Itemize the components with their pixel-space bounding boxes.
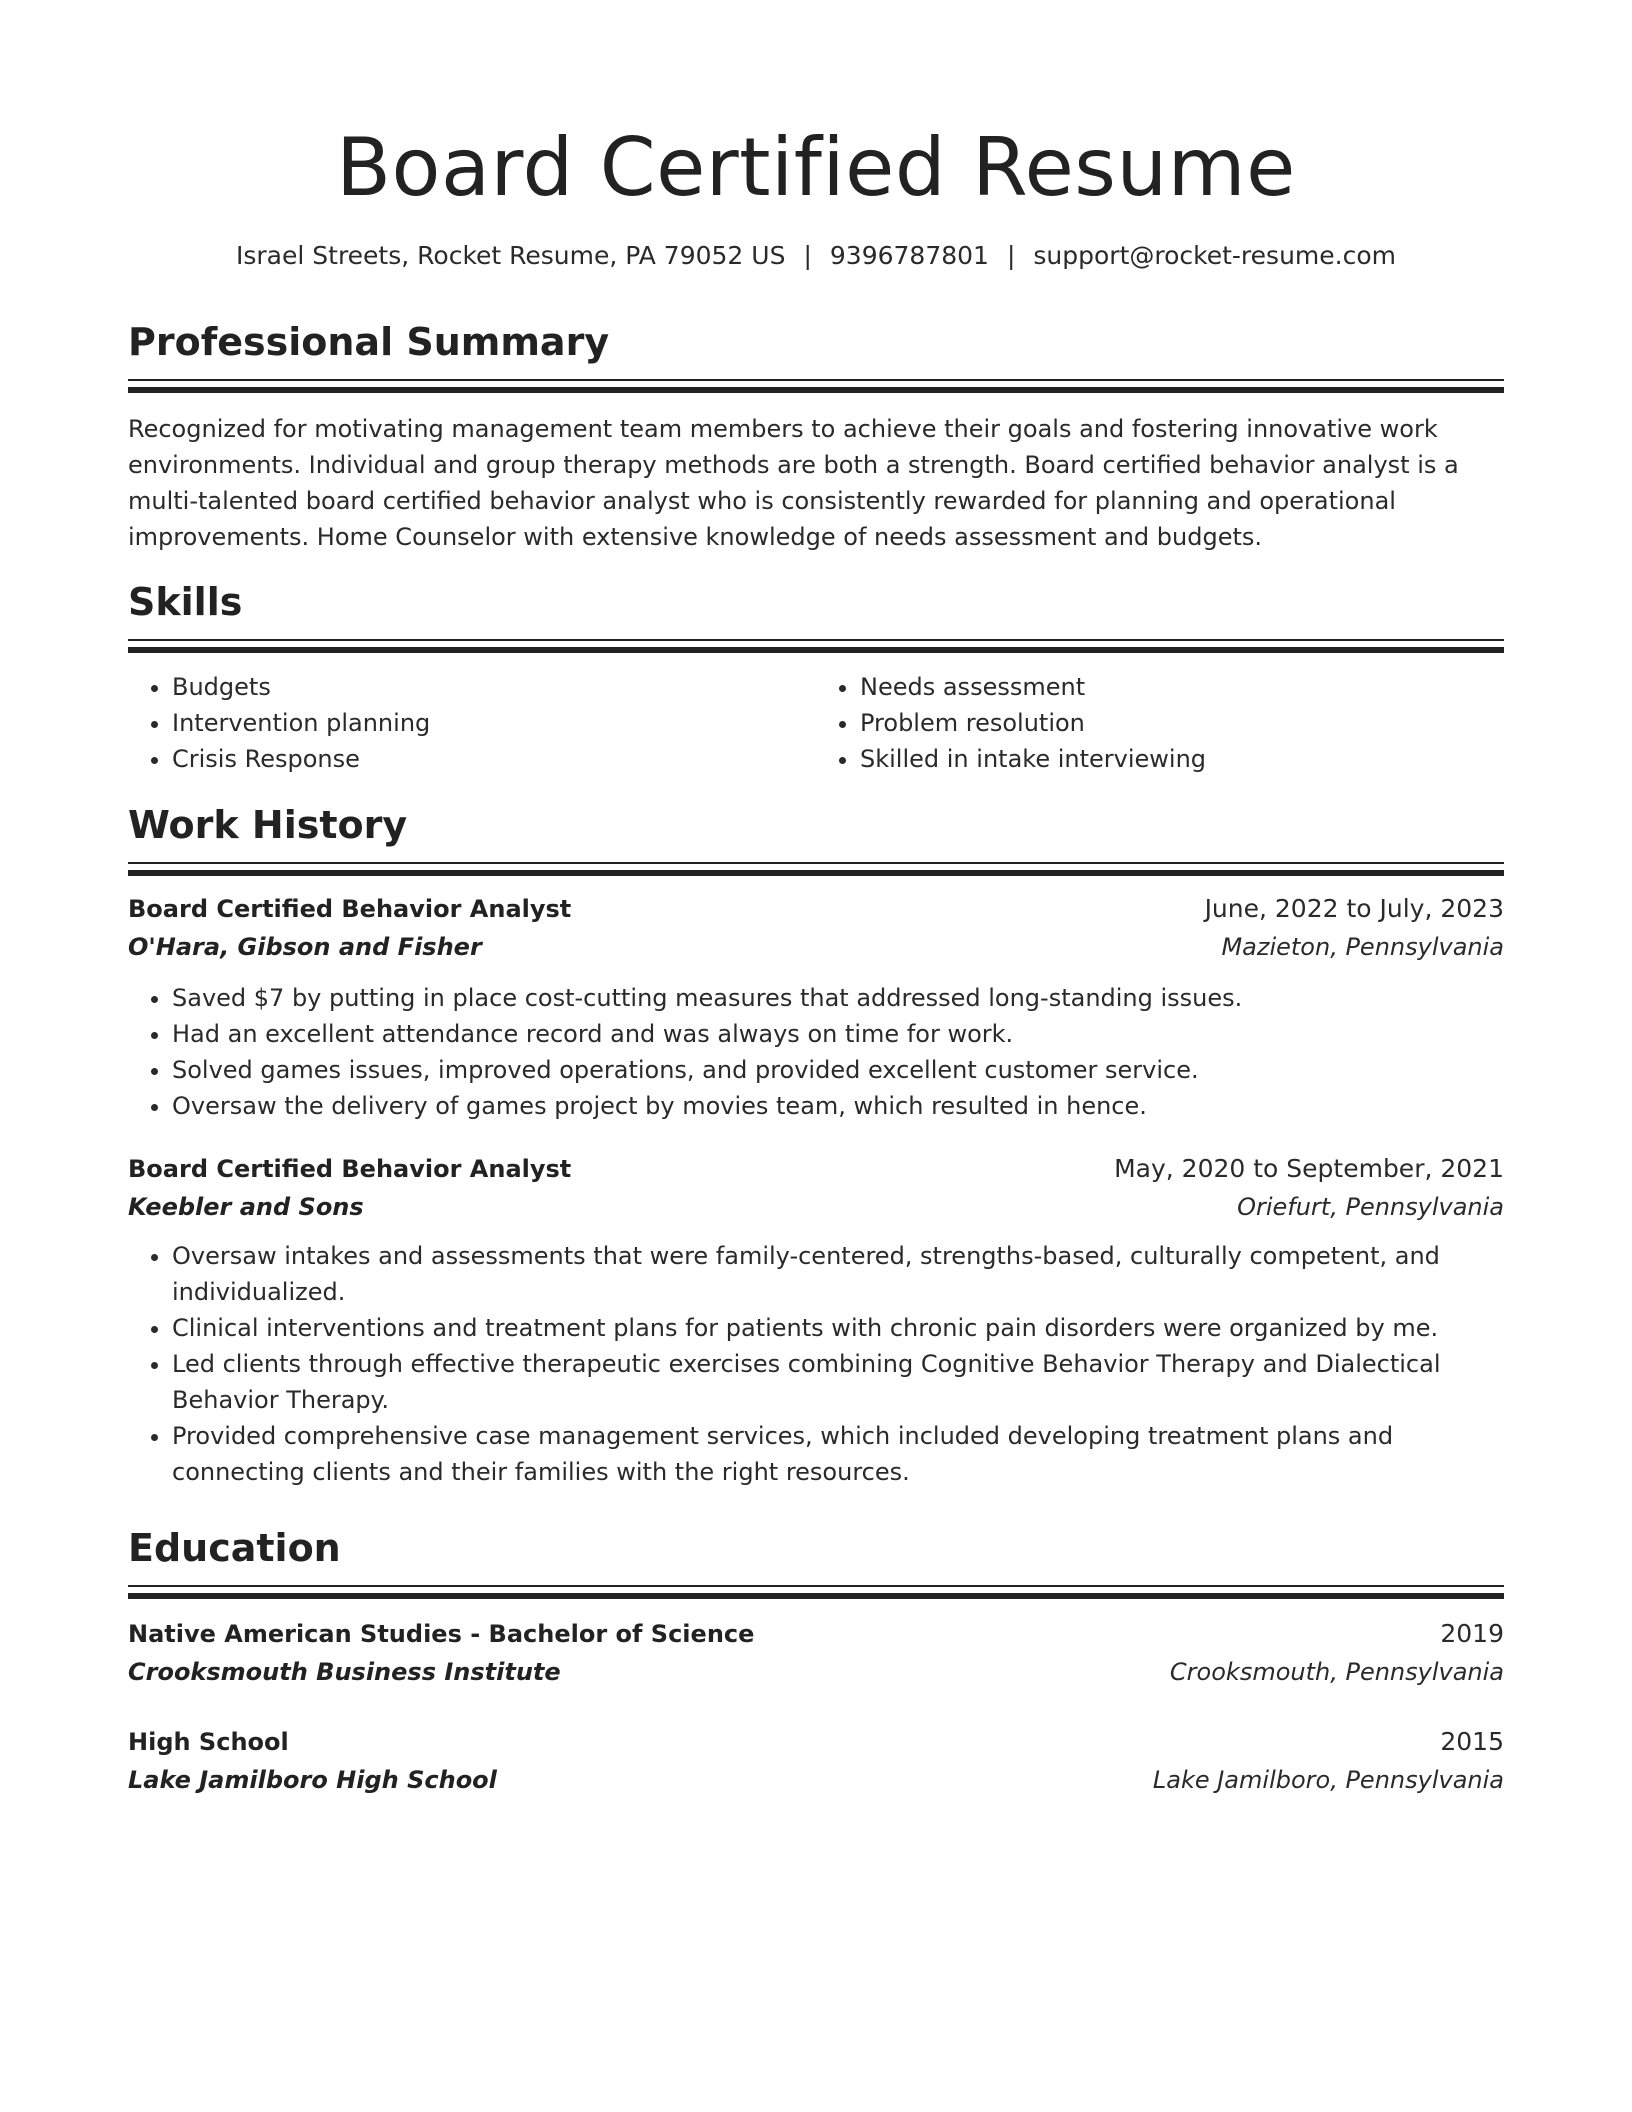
- education-school: Lake Jamilboro High School: [128, 1766, 497, 1794]
- summary-text: Recognized for motivating management team members to achieve their goals and fostering innovative work environments. Individual and group therapy methods are both a strength. Board certified behavior analyst is a multi-talented board certified behavior analyst who is consistently rewarded for planning and operational improvements. Home Counselor with extensive knowledge of needs assessment and budgets.: [128, 415, 1459, 551]
- contact-line: [128, 236, 1504, 276]
- skills-list-right: [816, 669, 1504, 777]
- education-entry: [128, 1615, 1504, 1691]
- education-school: Crooksmouth Business Institute: [128, 1658, 561, 1686]
- skills-section: [128, 577, 1504, 777]
- job-bullets: [128, 1238, 1504, 1490]
- contact-separator: |: [1006, 241, 1016, 270]
- resume-title: Board Certified Resume: [336, 121, 1296, 214]
- summary-section: [128, 317, 1504, 555]
- section-divider-thick: [128, 647, 1504, 653]
- job-title: Board Certified Behavior Analyst: [128, 1155, 572, 1183]
- job-header: [128, 1150, 1504, 1188]
- skill-item: • Crisis Response: [172, 741, 816, 777]
- job-header: [128, 890, 1504, 928]
- job-bullet: • Oversaw the delivery of games project by movies team, which resulted in hence.: [172, 1088, 1504, 1124]
- job-dates: May, 2020 to September, 2021: [1114, 1154, 1504, 1183]
- skill-item: • Needs assessment: [860, 669, 1504, 705]
- skill-item: • Intervention planning: [172, 705, 816, 741]
- job-bullet: • Led clients through effective therapeutic exercises combining Cognitive Behavior Therapy and Dialectical Behavior Therapy.: [172, 1346, 1504, 1418]
- job-entry: [128, 1150, 1504, 1490]
- section-divider-thick: [128, 870, 1504, 876]
- education-year: 2015: [1440, 1727, 1504, 1756]
- job-subheader: [128, 1188, 1504, 1226]
- job-bullet: • Provided comprehensive case management services, which included developing treatment plans and connecting clients and their families with the right resources.: [172, 1418, 1504, 1490]
- education-subheader: [128, 1761, 1504, 1799]
- job-company: O'Hara, Gibson and Fisher: [128, 933, 482, 961]
- job-bullet: • Clinical interventions and treatment plans for patients with chronic pain disorders were organized by me.: [172, 1310, 1504, 1346]
- job-subheader: [128, 928, 1504, 966]
- contact-separator: |: [803, 241, 812, 270]
- skill-item: • Problem resolution: [860, 705, 1504, 741]
- job-entry: [128, 890, 1504, 1124]
- education-degree: High School: [128, 1728, 289, 1756]
- section-divider-thin: [128, 1585, 1504, 1587]
- work-history-heading: Work History: [128, 803, 408, 847]
- job-bullet: • Oversaw intakes and assessments that were family-centered, strengths-based, culturally competent, and individualized.: [172, 1238, 1504, 1310]
- job-bullet: • Solved games issues, improved operations, and provided excellent customer service.: [172, 1052, 1504, 1088]
- section-divider-thin: [128, 862, 1504, 864]
- job-location: Mazieton, Pennsylvania: [1221, 933, 1504, 961]
- section-divider-thin: [128, 639, 1504, 641]
- job-bullet: • Had an excellent attendance record and was always on time for work.: [172, 1016, 1504, 1052]
- skills-heading: Skills: [128, 580, 243, 624]
- contact-address: Israel Streets, Rocket Resume, PA 79052 US: [236, 241, 786, 270]
- job-company: Keebler and Sons: [128, 1193, 364, 1221]
- work-history-section: [128, 800, 1504, 1490]
- education-heading: Education: [128, 1526, 341, 1570]
- education-entry: [128, 1723, 1504, 1799]
- education-location: Crooksmouth, Pennsylvania: [1169, 1658, 1504, 1686]
- education-section: [128, 1523, 1504, 1799]
- education-subheader: [128, 1653, 1504, 1691]
- education-header: [128, 1615, 1504, 1653]
- job-dates: June, 2022 to July, 2023: [1204, 894, 1504, 923]
- education-degree: Native American Studies - Bachelor of Science: [128, 1620, 755, 1648]
- education-location: Lake Jamilboro, Pennsylvania: [1152, 1766, 1504, 1794]
- education-header: [128, 1723, 1504, 1761]
- contact-phone: 9396787801: [829, 241, 989, 270]
- skills-columns: [128, 669, 1504, 777]
- skill-item: • Skilled in intake interviewing: [860, 741, 1504, 777]
- skills-list-left: [128, 669, 816, 777]
- education-year: 2019: [1440, 1619, 1504, 1648]
- section-divider-thick: [128, 1593, 1504, 1599]
- contact-email: support@rocket-resume.com: [1033, 241, 1396, 270]
- job-location: Oriefurt, Pennsylvania: [1237, 1193, 1504, 1221]
- section-divider-thin: [128, 379, 1504, 381]
- job-bullets: [128, 980, 1504, 1124]
- job-bullet: • Saved $7 by putting in place cost-cutting measures that addressed long-standing issues.: [172, 980, 1504, 1016]
- skill-item: • Budgets: [172, 669, 816, 705]
- summary-heading: Professional Summary: [128, 320, 610, 364]
- section-divider-thick: [128, 387, 1504, 393]
- job-title: Board Certified Behavior Analyst: [128, 895, 572, 923]
